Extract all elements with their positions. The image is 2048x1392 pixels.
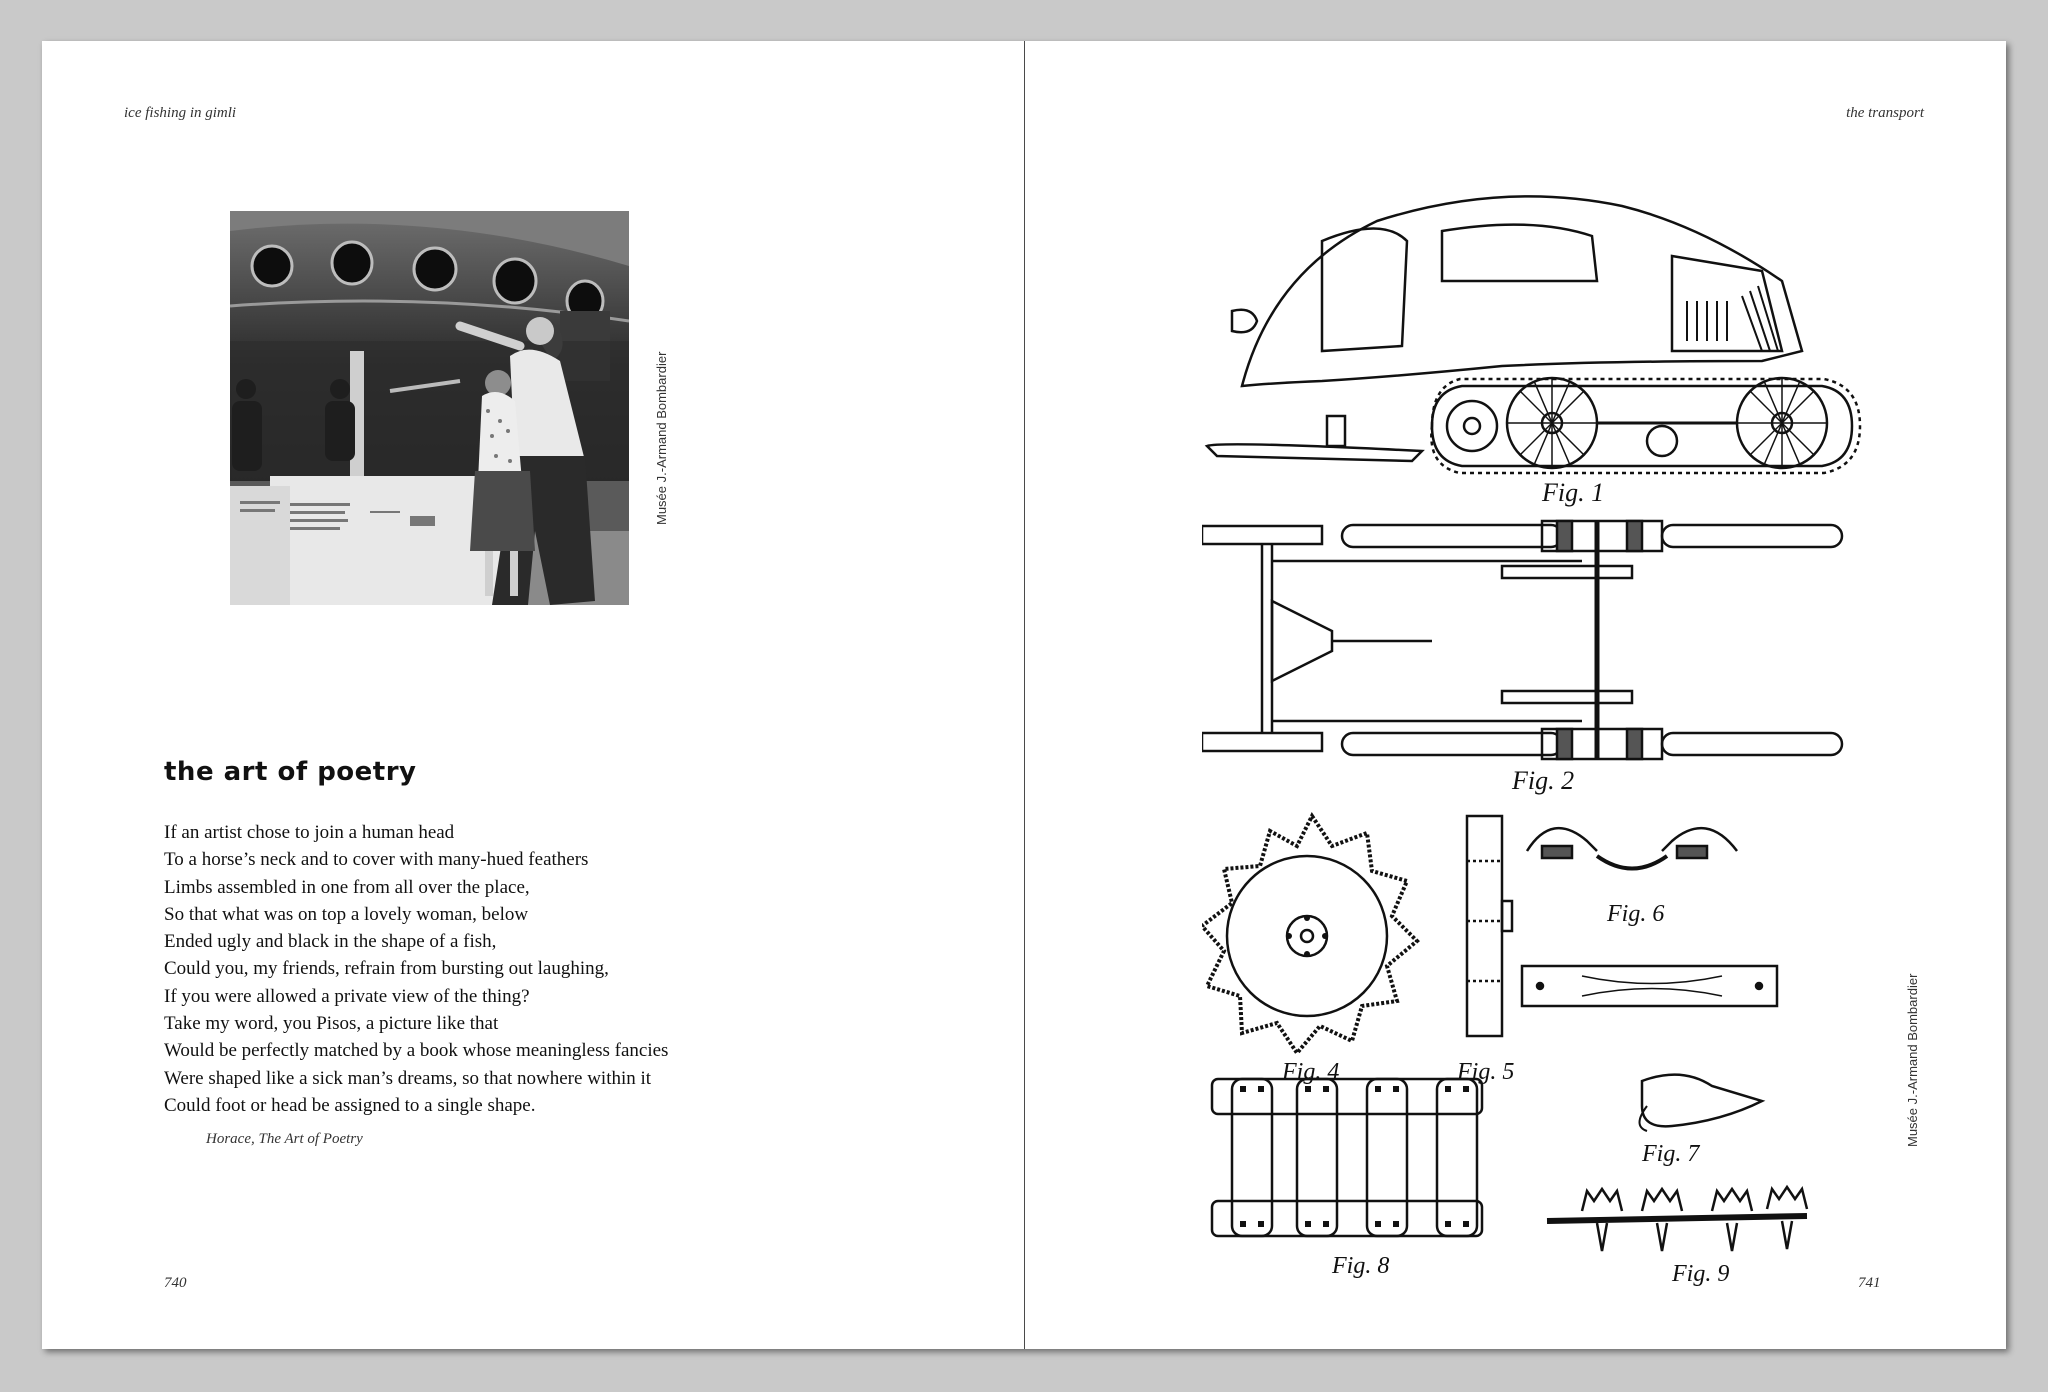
poem-line: Ended ugly and black in the shape of a fish, xyxy=(164,931,497,953)
poem-line: If you were allowed a private view of the thing? xyxy=(164,985,530,1007)
fig-label: Fig. 9 xyxy=(1672,1261,1730,1287)
poem-line: Could you, my friends, refrain from bursting out laughing, xyxy=(164,958,609,980)
museum-photo-image xyxy=(230,211,629,605)
fig-label: Fig. 1 xyxy=(1542,478,1605,507)
fig-label: Fig. 7 xyxy=(1642,1141,1700,1167)
fig-8-drawing xyxy=(1212,1079,1482,1236)
fig-label: Fig. 6 xyxy=(1607,901,1665,927)
fig-2-drawing xyxy=(1202,521,1842,759)
poem-line: Limbs assembled in one from all over the place, xyxy=(164,876,530,898)
patent-drawing xyxy=(1202,161,1912,1311)
poem-line: Would be perfectly matched by a book whose meaningless fancies xyxy=(164,1040,669,1062)
fig-5-drawing xyxy=(1467,816,1512,1036)
page-gutter xyxy=(1024,41,1025,1349)
fig-9-drawing xyxy=(1547,1187,1807,1251)
patent-drawing-svg xyxy=(1202,161,1912,1311)
poem-line: If an artist chose to join a human head xyxy=(164,822,455,843)
fig-label: Fig. 5 xyxy=(1457,1059,1515,1085)
fig-4-drawing xyxy=(1202,816,1417,1053)
drawing-credit: Musée J.-Armand Bombardier xyxy=(1905,973,1920,1147)
book-spread xyxy=(42,41,2006,1349)
poem-line: To a horse’s neck and to cover with many-hued feathers xyxy=(164,849,589,871)
fig-label: Fig. 8 xyxy=(1332,1253,1390,1279)
photo-credit: Musée J.-Armand Bombardier xyxy=(654,351,669,525)
fig-1-drawing xyxy=(1207,196,1860,473)
fig-label: Fig. 4 xyxy=(1282,1059,1340,1085)
poem-title: the art of poetry xyxy=(164,757,417,787)
poem-attribution: Horace, The Art of Poetry xyxy=(206,1131,363,1147)
poem-line: Could foot or head be assigned to a single shape. xyxy=(164,1094,536,1116)
page-number-right: 741 xyxy=(1858,1275,1881,1291)
fig-label: Fig. 2 xyxy=(1512,766,1575,795)
museum-photo xyxy=(230,211,629,605)
poem-line: So that what was on top a lovely woman, below xyxy=(164,903,529,925)
running-head-right: the transport xyxy=(1846,105,1924,121)
fig-7-drawing xyxy=(1640,1075,1763,1131)
poem-line: Take my word, you Pisos, a picture like that xyxy=(164,1013,499,1035)
running-head-left: ice fishing in gimli xyxy=(124,105,237,121)
page-number-left: 740 xyxy=(164,1275,187,1291)
poem-body xyxy=(164,819,864,1119)
poem-line: Were shaped like a sick man’s dreams, so that nowhere within it xyxy=(164,1067,652,1089)
